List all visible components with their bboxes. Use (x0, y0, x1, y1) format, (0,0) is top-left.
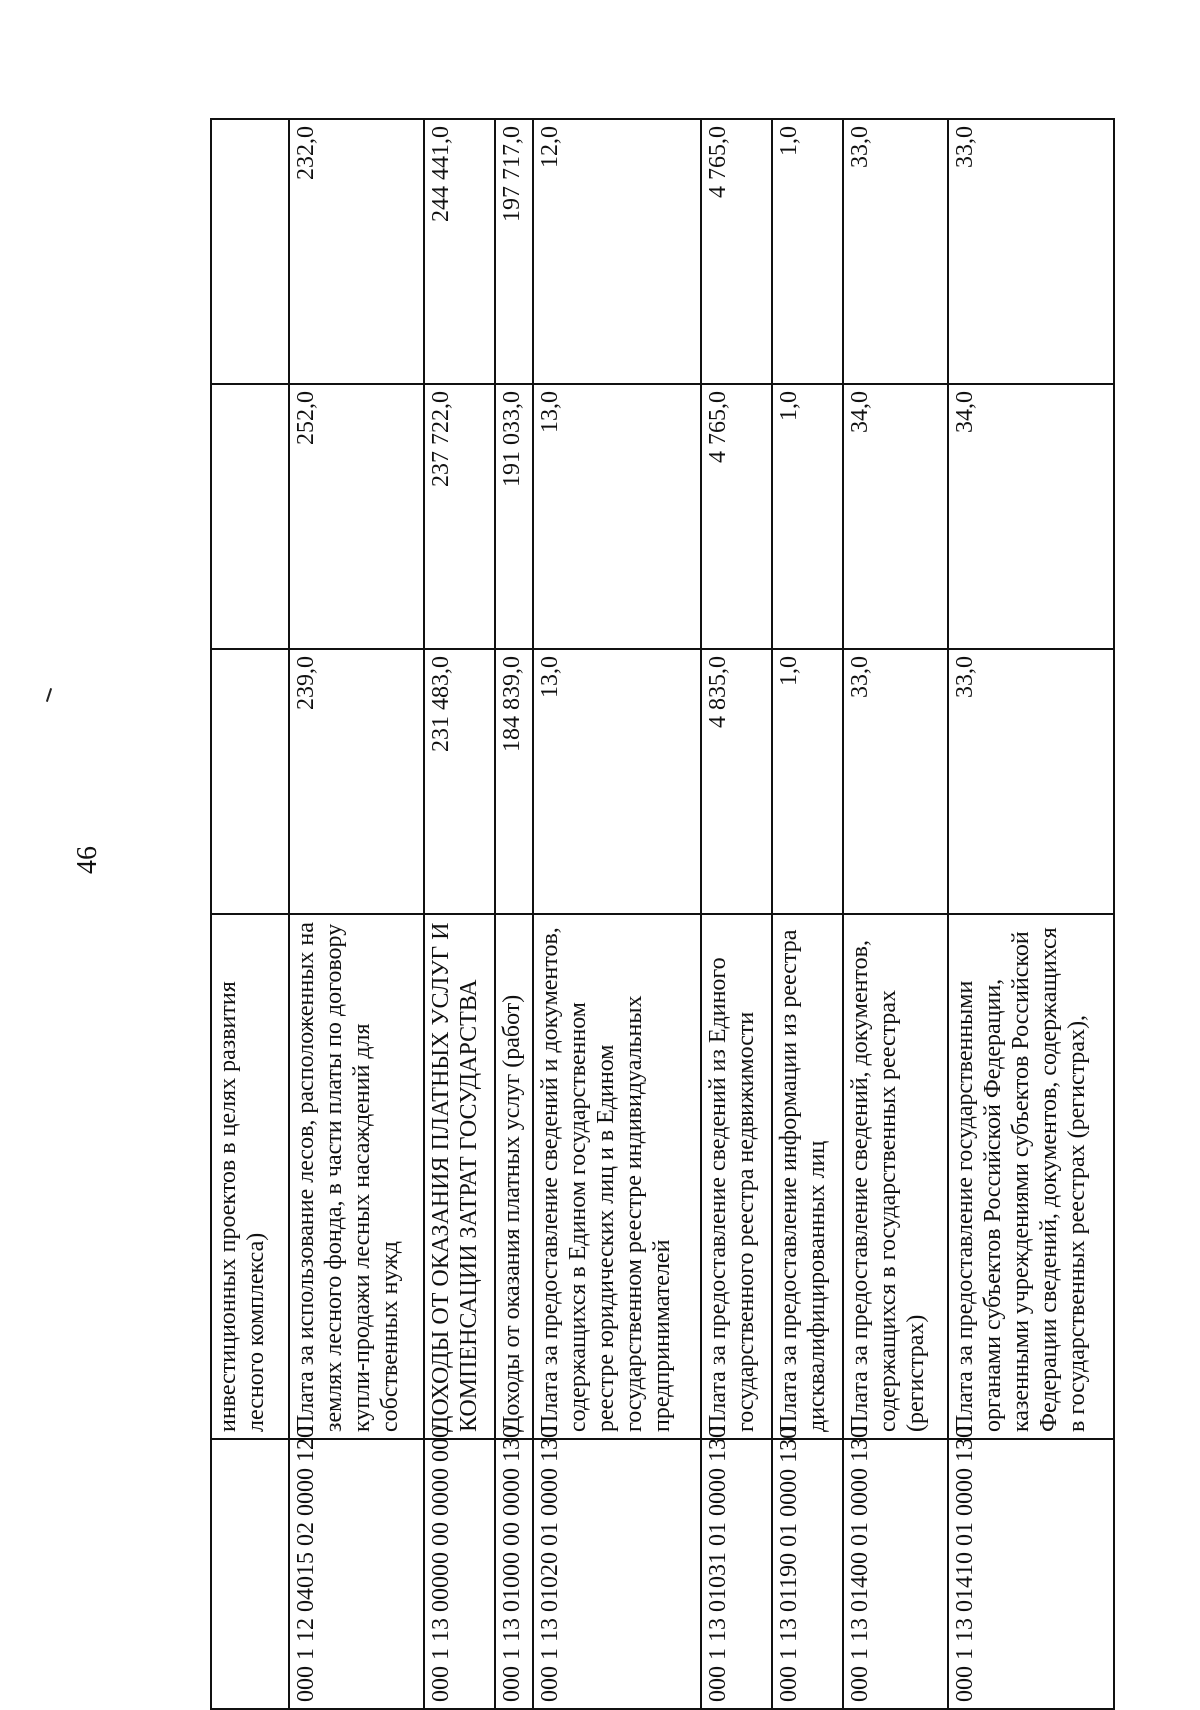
stray-mark (46, 688, 52, 702)
row-value-1: 4 835,0 (701, 649, 772, 914)
row-value-3: 4 765,0 (701, 119, 772, 384)
row-name: Доходы от оказания платных услуг (работ) (495, 914, 533, 1439)
row-value-3: 232,0 (289, 119, 424, 384)
row-code: 000 1 13 01400 01 0000 130 (843, 1439, 947, 1709)
row-value-1: 33,0 (948, 649, 1115, 914)
row-value-1: 13,0 (533, 649, 702, 914)
row-value-2: 252,0 (289, 384, 424, 649)
row-value-2: 191 033,0 (495, 384, 533, 649)
table-row (424, 119, 495, 1709)
row-code (211, 1439, 289, 1709)
row-name: ДОХОДЫ ОТ ОКАЗАНИЯ ПЛАТНЫХ УСЛУГ И КОМПЕНСАЦИИ ЗАТРАТ ГОСУДАРСТВА (424, 914, 495, 1439)
row-value-2 (211, 384, 289, 649)
row-value-2: 237 722,0 (424, 384, 495, 649)
row-value-1: 1,0 (772, 649, 843, 914)
row-value-1: 184 839,0 (495, 649, 533, 914)
row-name: инвестиционных проектов в целях развития лесного комплекса) (211, 914, 289, 1439)
page-number: 46 (72, 846, 103, 874)
table-row (948, 119, 1115, 1709)
row-code: 000 1 12 04015 02 0000 120 (289, 1439, 424, 1709)
rotated-table-container (210, 120, 1115, 1710)
table-row (772, 119, 843, 1709)
row-value-1: 239,0 (289, 649, 424, 914)
row-code: 000 1 13 00000 00 0000 000 (424, 1439, 495, 1709)
table-row (843, 119, 947, 1709)
row-value-1: 231 483,0 (424, 649, 495, 914)
row-code: 000 1 13 01000 00 0000 130 (495, 1439, 533, 1709)
row-code: 000 1 13 01031 01 0000 130 (701, 1439, 772, 1709)
row-code: 000 1 13 01410 01 0000 130 (948, 1439, 1115, 1709)
table-row (211, 119, 289, 1709)
row-code: 000 1 13 01190 01 0000 130 (772, 1439, 843, 1709)
row-value-3: 12,0 (533, 119, 702, 384)
table-row (701, 119, 772, 1709)
table-row (533, 119, 702, 1709)
row-value-3: 33,0 (843, 119, 947, 384)
row-code: 000 1 13 01020 01 0000 130 (533, 1439, 702, 1709)
row-name: Плата за предоставление сведений из Единого государственного реестра недвижимости (701, 914, 772, 1439)
row-value-3: 244 441,0 (424, 119, 495, 384)
row-name: Плата за предоставление сведений, документов, содержащихся в государственных реестрах (регистрах) (843, 914, 947, 1439)
row-value-2: 34,0 (948, 384, 1115, 649)
row-value-2: 13,0 (533, 384, 702, 649)
row-value-3: 1,0 (772, 119, 843, 384)
row-name: Плата за предоставление информации из реестра дисквалифицированных лиц (772, 914, 843, 1439)
budget-revenue-table (210, 118, 1115, 1710)
row-name: Плата за использование лесов, расположенных на землях лесного фонда, в части платы по договору купли-продажи лесных насаждений для собственных нужд (289, 914, 424, 1439)
row-value-1: 33,0 (843, 649, 947, 914)
row-value-3: 33,0 (948, 119, 1115, 384)
row-value-2: 1,0 (772, 384, 843, 649)
row-value-3: 197 717,0 (495, 119, 533, 384)
table-row (289, 119, 424, 1709)
table-row (495, 119, 533, 1709)
row-value-1 (211, 649, 289, 914)
row-name: Плата за предоставление государственными органами субъектов Российской Федерации, казенными учреждениями субъектов Российской Федерации сведений, документов, содержащихся в государственных реестрах (регистрах), (948, 914, 1115, 1439)
row-value-2: 4 765,0 (701, 384, 772, 649)
row-name: Плата за предоставление сведений и документов, содержащихся в Едином государственном реестре юридических лиц и в Едином государственном реестре индивидуальных предпринимателей (533, 914, 702, 1439)
row-value-3 (211, 119, 289, 384)
row-value-2: 34,0 (843, 384, 947, 649)
